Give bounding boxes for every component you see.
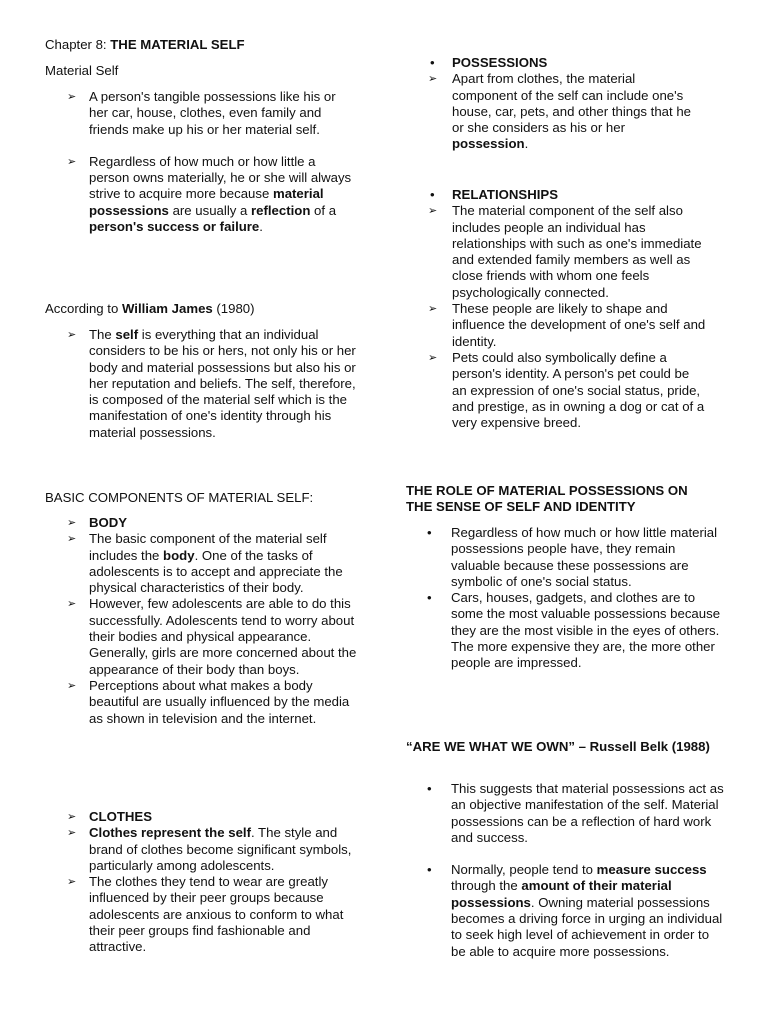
clothes-list [67,809,363,956]
bullet-arrow-icon: ➢ [67,155,77,168]
bullet-arrow-icon: ➢ [428,73,438,86]
bullet-arrow-icon: ➢ [67,91,77,103]
chapter-prefix: Chapter 8: [45,37,111,52]
text: The basic component of the material self includes the [89,531,327,563]
text: . One of the tasks of adolescents is to accept and appreciate the physical characteristics of their body. [89,547,343,596]
list-item [67,874,363,955]
bold-text: person's success or failure [89,219,260,235]
list-item [406,590,724,671]
list-item [406,525,724,590]
material-self-heading: Material Self [45,63,119,78]
list-item [406,71,696,152]
belk-heading: “ARE WE WHAT WE OWN” – Russell Belk (1988) [406,739,710,754]
material-self-list [67,89,357,235]
list-item [406,301,706,350]
text: is everything that an individual considers to be his or hers, not only his or her body and material possessions but also his or her reputation and beliefs. The self, therefore, is composed of the material self which is the manifestation of one's identity through his material possessions. [89,327,356,440]
william-james-heading: According to William James (1980) [45,301,255,316]
relationships-list [406,187,706,431]
chapter-heading [45,37,375,53]
list-item [406,203,706,301]
text: are usually a [168,202,252,218]
text: However, few adolescents are able to do this successfully. Adolescents tend to worry about their bodies and physical appearance. Generally, girls are more concerned about the appearance of their body than boys. [89,596,357,677]
text: Regardless of how much or how little a person owns materially, he or she will always strive to acquire more because [89,153,352,202]
bold-text: RELATIONSHIPS [452,187,558,202]
text: Regardless of how much or how little material possessions people have, they remain valuable because these possessions are symbolic of one's social status. [451,525,718,589]
list-item [406,781,724,846]
role-heading: THE ROLE OF MATERIAL POSSESSIONS ON THE SENSE OF SELF AND IDENTITY [406,483,688,515]
bullet-dot-icon: • [430,55,435,70]
bold-text: amount of their material possessions [451,878,672,910]
bold-text: Clothes represent the self [89,825,251,841]
bullet-arrow-icon: ➢ [67,533,77,546]
list-item [67,327,367,441]
list-item [406,350,706,431]
chapter-title: THE MATERIAL SELF [110,37,245,52]
possessions-list [406,55,696,153]
body-list [67,515,363,727]
bullet-dot-icon: • [427,525,432,540]
bullet-arrow-icon: ➢ [67,827,77,840]
bullet-arrow-icon: ➢ [428,351,438,364]
text: A person's tangible possessions like his or her car, house, clothes, even family and friends make up his or her material self. [89,89,336,137]
bold-text: CLOTHES [89,809,153,824]
text: of a [310,202,337,218]
list-item [67,515,363,531]
text: These people are likely to shape and influence the development of one's self and identity. [452,301,706,349]
bullet-dot-icon: • [427,781,432,796]
text: . The style and brand of clothes become significant symbols, particularly among adolescents. [89,825,352,873]
bullet-arrow-icon: ➢ [67,517,77,529]
bold-text: reflection [251,202,311,218]
list-item [406,862,724,960]
basic-components-heading: BASIC COMPONENTS OF MATERIAL SELF: [45,490,314,505]
text: . Owning material possessions becomes a driving force in urging an individual to seek high level of achievement in order to be able to acquire more possessions. [451,894,723,959]
text: The [89,327,116,342]
text: Cars, houses, gadgets, and clothes are to some the most valuable possessions because they are the most visible in the eyes of others. The more expensive they are, the more other people are impressed. [451,590,721,671]
role-list [406,525,724,672]
list-item [406,187,706,203]
william-james-list [67,327,367,441]
text: . [259,219,263,235]
bold-text: measure success [596,862,707,878]
list-item [67,531,363,596]
list-item [67,809,363,825]
bold-text: BODY [89,515,128,530]
list-item [67,825,363,874]
bold-text: body [163,547,195,563]
list-item [67,596,363,677]
text: . [524,136,529,152]
bullet-arrow-icon: ➢ [67,598,77,611]
list-item [406,55,696,71]
text: The material component of the self also includes people an individual has relationships with such as one's immediate and extended family members as well as close friends with whom one feels psychologically connected. [452,203,702,300]
bullet-arrow-icon: ➢ [67,329,77,341]
bullet-arrow-icon: ➢ [67,679,77,692]
text: Normally, people tend to [451,862,597,878]
bullet-dot-icon: • [430,187,435,202]
bullet-arrow-icon: ➢ [428,205,438,218]
text: The clothes they tend to wear are greatly influenced by their peer groups because adolescents are anxious to conform to what their peer groups find fashionable and attractive. [89,874,344,955]
text: Perceptions about what makes a body beautiful are usually influenced by the media as shown in television and the internet. [89,677,350,726]
belk-list [406,781,724,960]
text: Apart from clothes, the material component of the self can include one's house, car, pets, and other things that he or she considers as his or her [452,71,692,136]
bold-text: material possessions [89,186,324,218]
bullet-dot-icon: • [427,862,432,878]
bold-text: self [115,327,139,342]
bullet-arrow-icon: ➢ [67,876,77,889]
list-item [67,89,357,138]
bullet-arrow-icon: ➢ [428,303,438,316]
text: Pets could also symbolically define a person's identity. A person's pet could be an expression of one's social status, pride, and prestige, as in owning a dog or cat of a very expensive breed. [452,349,705,431]
list-item [67,678,363,727]
bullet-arrow-icon: ➢ [67,811,77,823]
text: through the [451,878,522,894]
bold-text: possession [452,136,525,152]
list-item [67,154,357,235]
text: This suggests that material possessions act as an objective manifestation of the self. Material possessions can be a reflection of hard work and success. [451,781,724,845]
bold-text: POSSESSIONS [452,55,548,70]
bullet-dot-icon: • [427,590,432,606]
